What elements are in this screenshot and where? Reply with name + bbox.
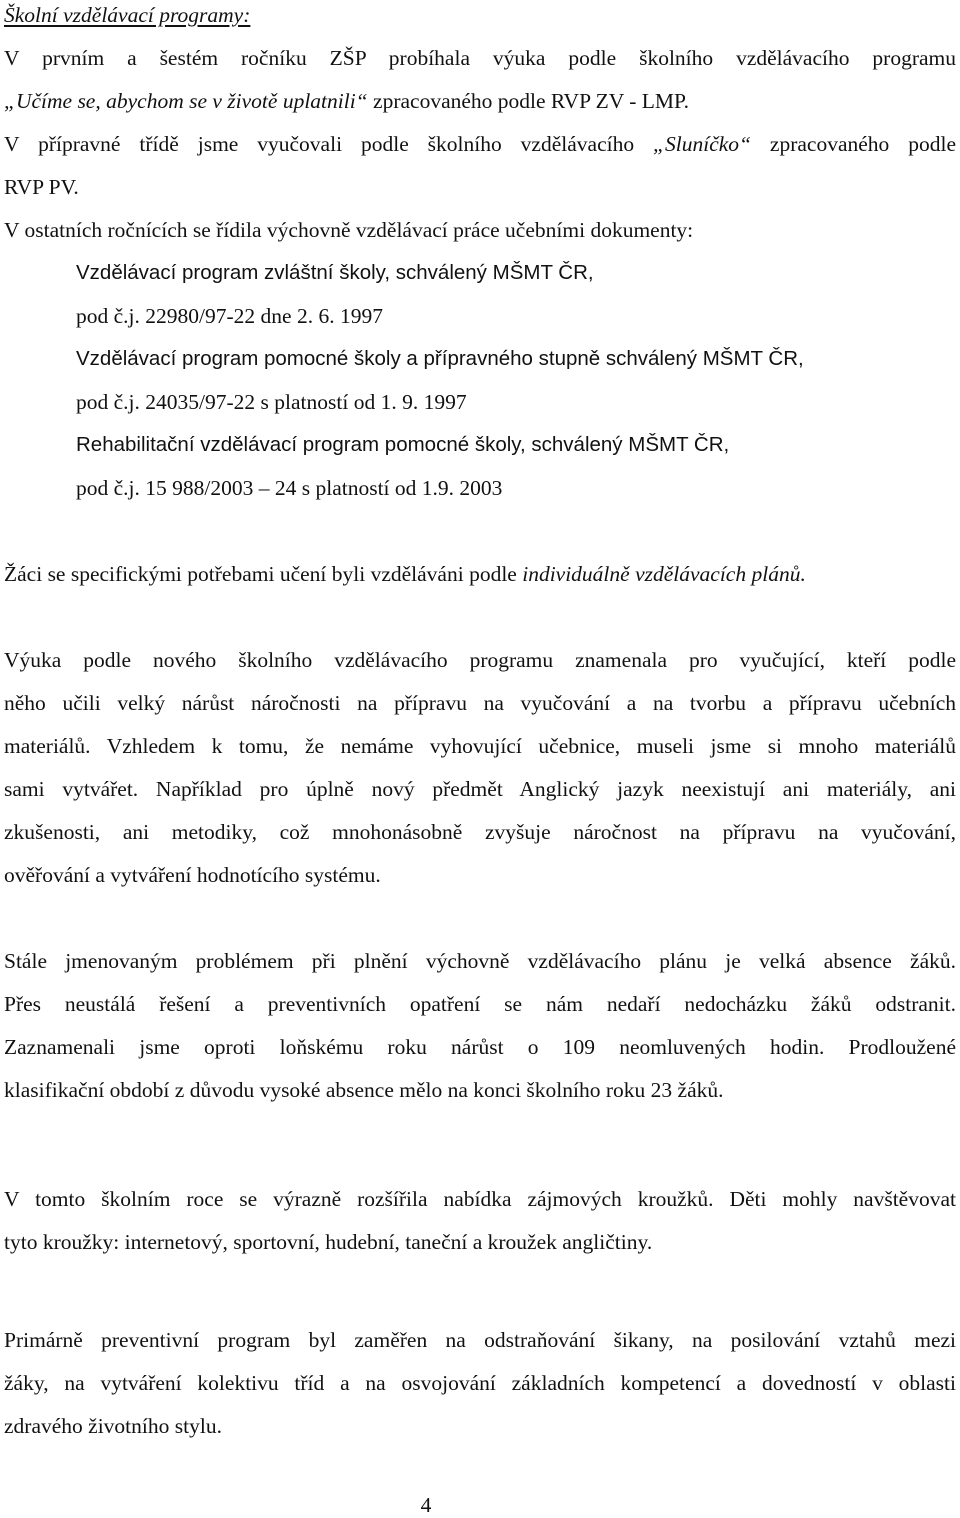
document-item: Rehabilitační vzdělávací program pomocné školy, schválený MŠMT ČR, xyxy=(76,433,730,456)
paragraph-line xyxy=(4,131,956,157)
document-item: Vzdělávací program pomocné školy a přípravného stupně schválený MŠMT ČR, xyxy=(76,347,804,370)
paragraph-line: Přes neustálá řešení a preventivních opatření se nám nedaří nedocházku žáků odstranit. xyxy=(4,992,956,1016)
paragraph-line: klasifikační období z důvodu vysoké absence mělo na konci školního roku 23 žáků. xyxy=(4,1078,724,1102)
paragraph-line: Primárně preventivní program byl zaměřen na odstraňování šikany, na posilování vztahů mezi xyxy=(4,1328,956,1352)
paragraph-line: V prvním a šestém ročníku ZŠP probíhala výuka podle školního vzdělávacího programu xyxy=(4,46,956,70)
paragraph-line: zkušenosti, ani metodiky, což mnohonásobně zvyšuje náročnost na přípravu na vyučování, xyxy=(4,820,956,844)
paragraph-line: zdravého životního stylu. xyxy=(4,1414,222,1438)
paragraph-line xyxy=(4,88,689,114)
paragraph-text: Žáci se specifickými potřebami učení byli vzděláváni podle xyxy=(4,562,523,586)
paragraph-text: V přípravné třídě jsme vyučovali podle školního vzdělávacího xyxy=(4,132,654,156)
paragraph-line: ověřování a vytváření hodnotícího systému. xyxy=(4,863,381,887)
program-name: „Sluníčko“ xyxy=(653,132,751,156)
section-heading: Školní vzdělávací programy: xyxy=(4,3,251,27)
document-item-ref: pod č.j. 22980/97-22 dne 2. 6. 1997 xyxy=(76,304,383,328)
document-item-ref: pod č.j. 24035/97-22 s platností od 1. 9. 1997 xyxy=(76,390,467,414)
paragraph-line: žáky, na vytváření kolektivu tříd a na osvojování základních kompetencí a dovedností v oblasti xyxy=(4,1371,956,1395)
paragraph-line: tyto kroužky: internetový, sportovní, hudební, taneční a kroužek angličtiny. xyxy=(4,1230,653,1254)
emphasis-text: individuálně vzdělávacích plánů. xyxy=(522,562,806,586)
paragraph-line: sami vytvářet. Například pro úplně nový předmět Anglický jazyk neexistují ani materiály, ani xyxy=(4,777,956,801)
paragraph-line: V ostatních ročnících se řídila výchovně vzdělávací práce učebními dokumenty: xyxy=(4,218,694,242)
paragraph-text: zpracovaného podle xyxy=(751,132,957,156)
document-item: Vzdělávací program zvláštní školy, schválený MŠMT ČR, xyxy=(76,261,594,284)
page-number: 4 xyxy=(420,1493,432,1517)
program-name: „Učíme se, abychom se v životě uplatnili“ xyxy=(4,89,368,113)
paragraph-line: Výuka podle nového školního vzdělávacího programu znamenala pro vyučující, kteří podle xyxy=(4,648,956,672)
document-item-ref: pod č.j. 15 988/2003 – 24 s platností od 1.9. 2003 xyxy=(76,476,503,500)
paragraph-line: něho učili velký nárůst náročnosti na přípravu na vyučování a na tvorbu a přípravu učebních xyxy=(4,691,956,715)
paragraph-line: RVP PV. xyxy=(4,175,79,199)
paragraph-line xyxy=(4,561,806,587)
paragraph-line: V tomto školním roce se výrazně rozšířila nabídka zájmových kroužků. Děti mohly navštěvovat xyxy=(4,1187,956,1211)
paragraph-line: Zaznamenali jsme oproti loňskému roku nárůst o 109 neomluvených hodin. Prodloužené xyxy=(4,1035,956,1059)
paragraph-text: zpracovaného podle RVP ZV - LMP. xyxy=(367,89,689,113)
paragraph-line: materiálů. Vzhledem k tomu, že nemáme vyhovující učebnice, museli jsme si mnoho materiálů xyxy=(4,734,956,758)
paragraph-line: Stále jmenovaným problémem při plnění výchovně vzdělávacího plánu je velká absence žáků. xyxy=(4,949,956,973)
